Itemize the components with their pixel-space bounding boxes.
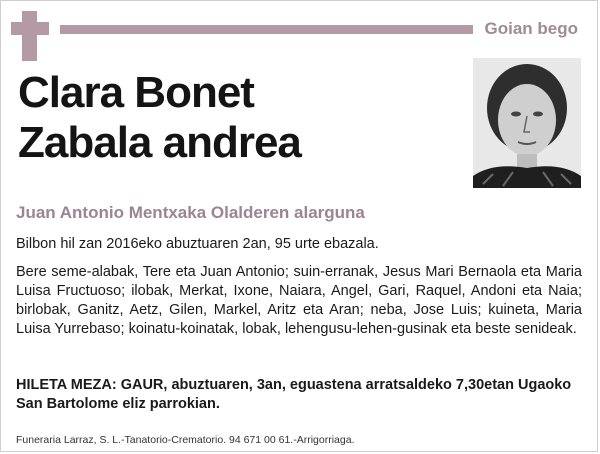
family-list: Bere seme-alabak, Tere eta Juan Antonio; suin-erranak, Jesus Mari Bernaola eta Maria Luisa Fructuoso; ilobak, Merkat, Ixone, Naiara, Angel, Gari, Raquel, Andoni eta Naia; birlobak, Ganitz, Aetz, Gilen, Markel, Aritz eta Aran; neba, Jose Luis; kuineta, Maria Luisa Yurrebaso; koinatu-koinatak, lobak, lehengusu-lehen-gusinak eta beste senideak.: [16, 264, 582, 337]
cross-icon-bar: [11, 22, 49, 35]
name-line-2: Zabala andrea: [18, 118, 301, 167]
death-notice: Bilbon hil zan 2016eko abuztuaren 2an, 95 urte ebazala.: [16, 236, 379, 252]
name-line-1: Clara Bonet: [18, 68, 254, 117]
funeral-home-footer: Funeraria Larraz, S. L.-Tanatorio-Crematorio. 94 671 00 61.-Arrigorriaga.: [16, 434, 355, 446]
funeral-notice: HILETA MEZA: GAUR, abuztuaren, 3an, eguastena arratsaldeko 7,30etan Ugaoko San Bartolome eliz parrokian.: [16, 377, 572, 412]
deceased-name: [18, 68, 301, 168]
header-label: Goian bego: [484, 19, 578, 38]
portrait-photo: [473, 58, 581, 188]
header-rule: [60, 25, 473, 34]
cross-icon: [22, 11, 37, 61]
subtitle-widow-of: Juan Antonio Mentxaka Olalderen alarguna: [16, 203, 365, 222]
